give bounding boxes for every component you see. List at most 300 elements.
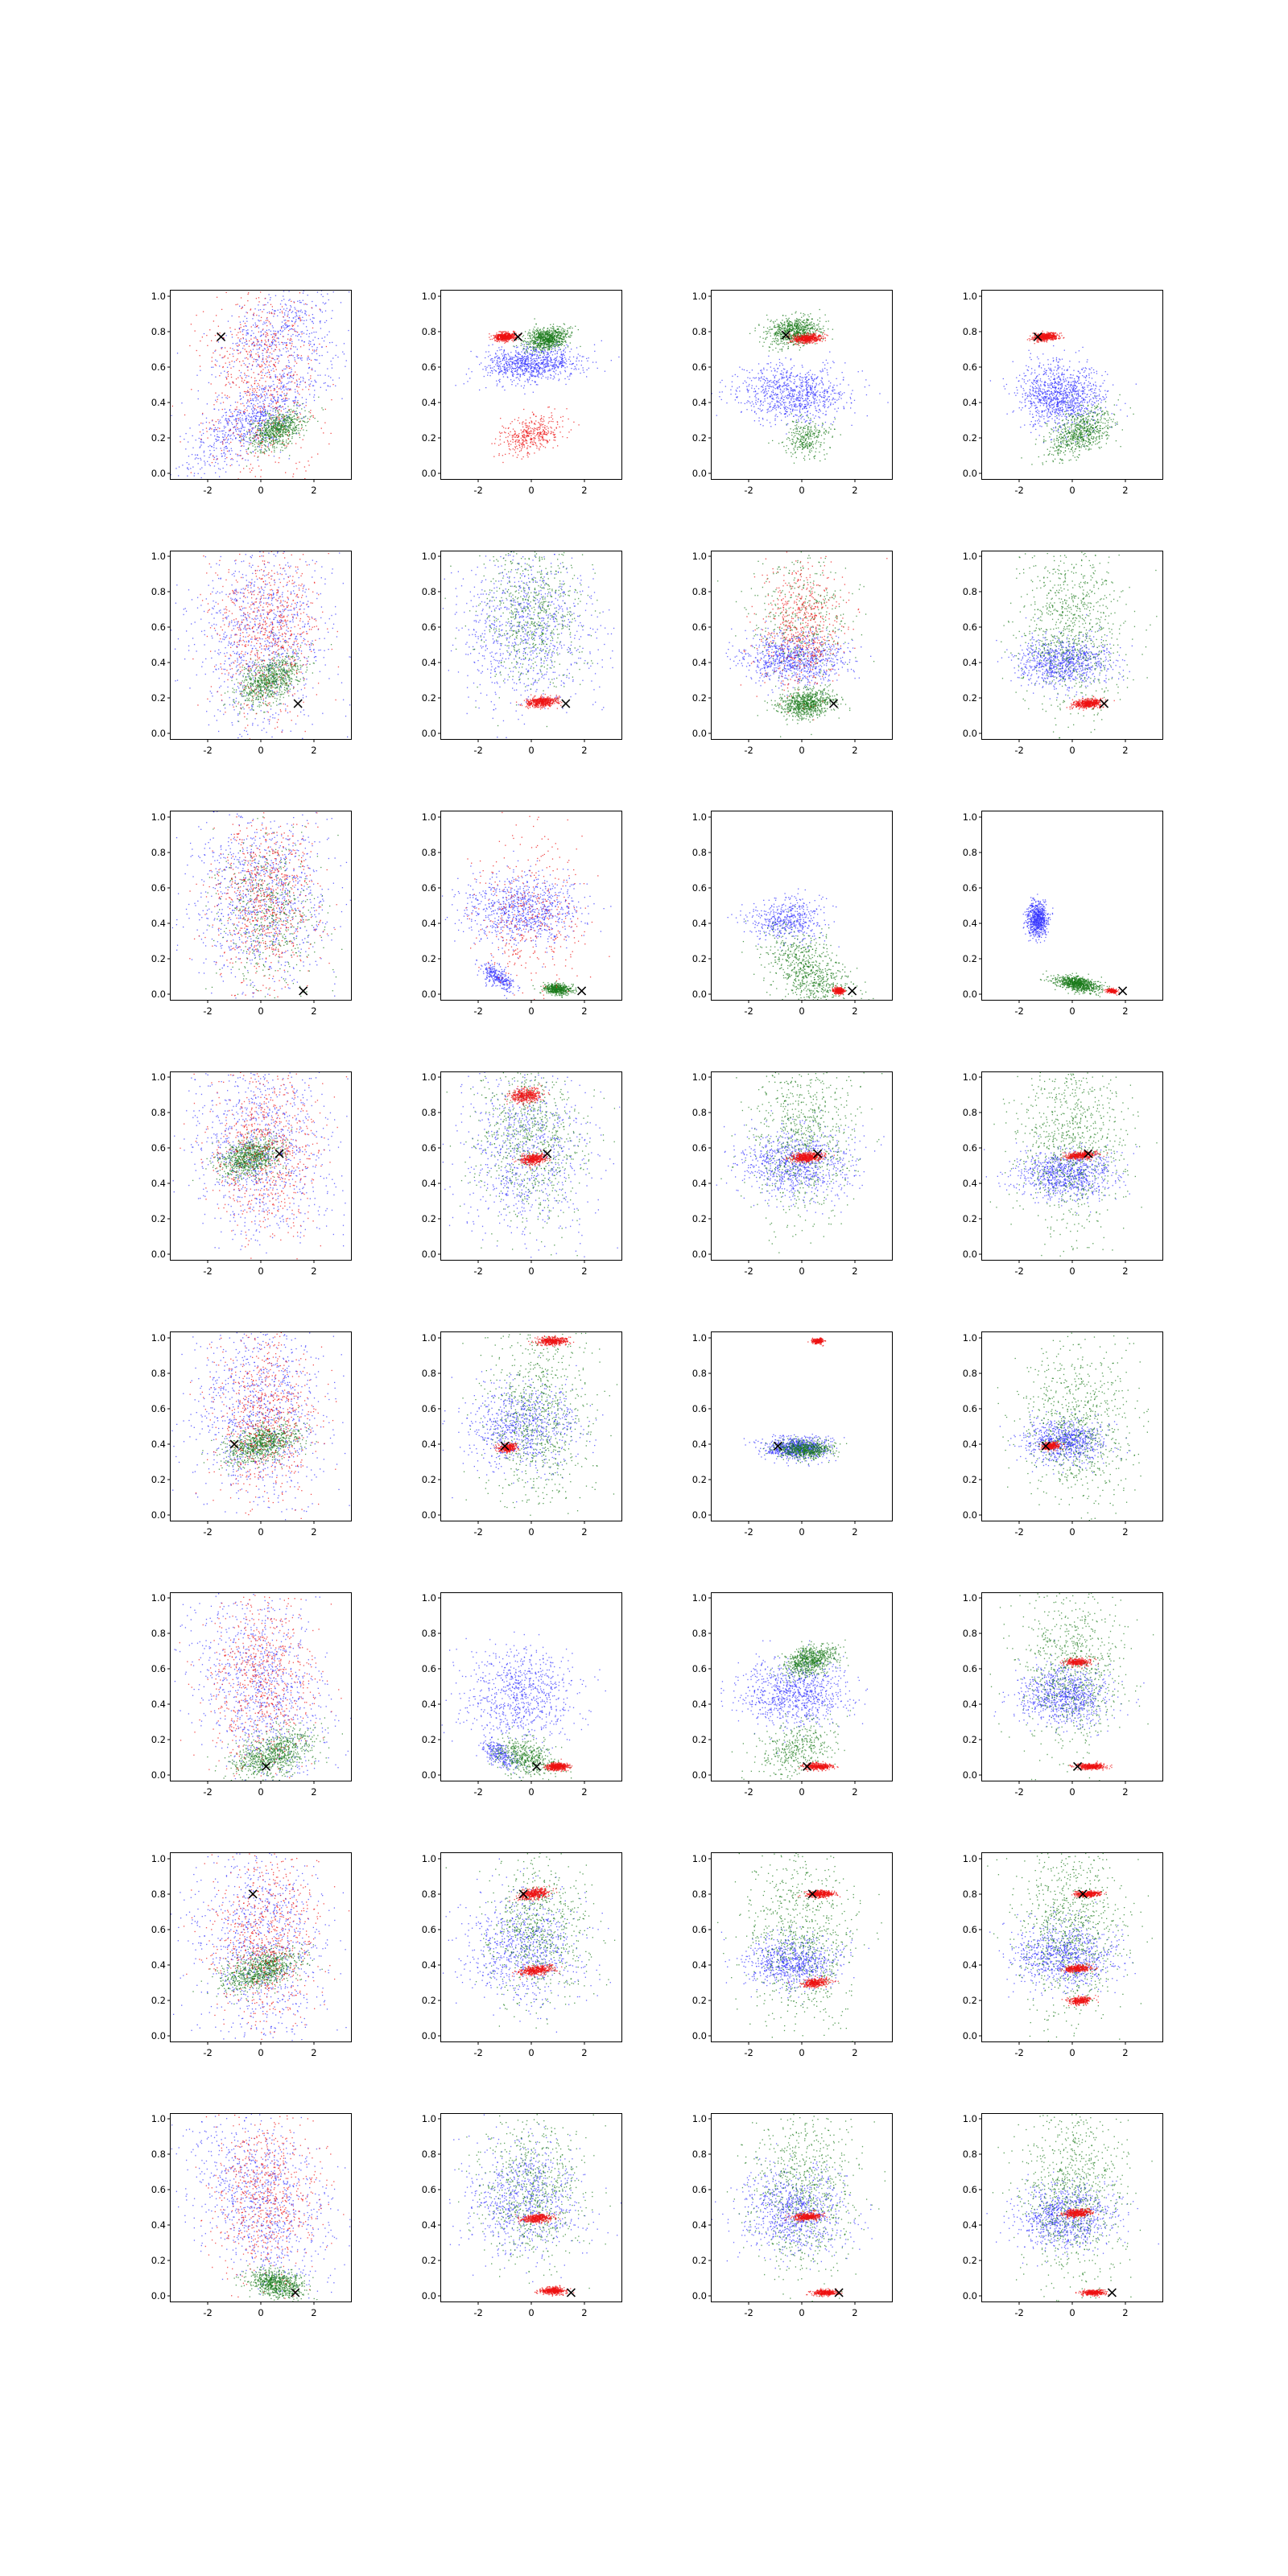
x-axis-tick-label: 2 [581, 1265, 588, 1277]
plot-area[interactable] [421, 1852, 622, 2058]
y-axis-tick-mark [167, 1858, 171, 1859]
y-axis-tick-label: 1.0 [151, 1852, 166, 1864]
y-axis-tick-mark [979, 1964, 982, 1965]
y-axis-tick-label: 0.2 [962, 431, 977, 444]
scatter-panel [395, 1592, 622, 1814]
scatter-canvas [712, 1593, 892, 1781]
y-axis-tick-mark [979, 733, 982, 734]
x-axis-tick-mark [313, 739, 314, 742]
y-axis-tick-label: 0.0 [151, 2290, 166, 2302]
plot-area[interactable] [962, 290, 1163, 496]
scatter-panel [125, 551, 352, 773]
y-axis-tick-mark [979, 2154, 982, 2155]
plot-area[interactable] [421, 811, 622, 1017]
y-axis-tick-mark [708, 1183, 712, 1184]
y-axis-tick-label: 0.8 [421, 1888, 436, 1900]
scatter-canvas [712, 1332, 892, 1521]
scatter-canvas [171, 1853, 351, 2041]
y-axis-tick-mark [979, 1929, 982, 1930]
y-axis-tick-label: 0.6 [691, 1663, 707, 1675]
y-axis-tick-label: 0.4 [962, 1699, 977, 1711]
y-axis-tick-mark [438, 887, 441, 888]
x-axis-tick-mark [802, 1521, 803, 1524]
x-axis-tick-label: 2 [311, 2046, 317, 2058]
y-axis-tick-mark [438, 698, 441, 699]
y-axis-tick-label: 0.2 [962, 952, 977, 964]
y-axis-tick-label: 0.8 [691, 1367, 707, 1379]
y-axis-tick-label: 0.8 [151, 1888, 166, 1900]
y-axis-tick-mark [438, 1893, 441, 1894]
y-axis-tick-mark [708, 2119, 712, 2120]
y-axis-tick-mark [708, 1858, 712, 1859]
y-axis-tick-mark [979, 1148, 982, 1149]
y-axis-tick-label: 1.0 [962, 290, 977, 302]
x-axis-tick-label: 2 [852, 2307, 858, 2318]
x-axis-tick-label: -2 [744, 1005, 753, 1017]
y-axis-tick-mark [979, 2225, 982, 2226]
x-axis-tick-label: -2 [1014, 484, 1024, 496]
y-axis-tick-mark [438, 1633, 441, 1634]
y-axis-tick-label: 0.0 [421, 467, 436, 479]
y-axis-tick-label: 0.6 [691, 1142, 707, 1154]
x-axis-tick-label: 0 [258, 2307, 264, 2318]
x-axis-tick-mark [1072, 2041, 1073, 2045]
y-axis-tick-mark [438, 1514, 441, 1515]
y-axis-tick-label: 0.6 [421, 881, 436, 894]
y-axis-tick-mark [167, 698, 171, 699]
y-axis-tick-label: 0.2 [421, 1734, 436, 1746]
x-axis-tick-label: 2 [581, 2046, 588, 2058]
y-axis-tick-label: 0.0 [421, 988, 436, 1000]
y-axis-tick-label: 0.0 [151, 467, 166, 479]
y-axis-tick-label: 1.0 [421, 1071, 436, 1084]
scatter-panel [125, 290, 352, 512]
y-axis-tick-label: 0.0 [691, 988, 707, 1000]
y-axis-tick-mark [167, 331, 171, 332]
y-axis-tick-label: 0.2 [421, 1994, 436, 2006]
x-axis-tick-mark [261, 2301, 262, 2305]
plot-area[interactable] [151, 1071, 352, 1277]
y-axis-tick-mark [438, 1077, 441, 1078]
y-axis-tick-label: 0.4 [691, 2219, 707, 2231]
y-axis-tick-label: 0.4 [691, 1699, 707, 1711]
y-axis-tick-label: 0.0 [691, 2290, 707, 2302]
y-axis-tick-label: 0.4 [962, 396, 977, 408]
y-axis-tick-label: 0.8 [691, 1107, 707, 1119]
y-axis-tick-label: 0.8 [691, 1888, 707, 1900]
plot-area[interactable] [421, 290, 622, 496]
scatter-canvas [712, 1072, 892, 1261]
y-axis-tick-label: 0.0 [691, 1769, 707, 1781]
x-axis-tick-label: 0 [1069, 1786, 1075, 1798]
y-axis-tick-label: 1.0 [962, 2113, 977, 2125]
y-axis-tick-label: 0.4 [962, 917, 977, 929]
x-axis-tick-mark [531, 739, 532, 742]
scatter-canvas [171, 1593, 351, 1781]
y-axis-tick-label: 0.6 [151, 1142, 166, 1154]
y-axis-tick-label: 0.0 [421, 1249, 436, 1261]
y-axis-tick-mark [708, 366, 712, 367]
y-axis-tick-label: 0.2 [691, 1994, 707, 2006]
y-axis-tick-label: 1.0 [151, 290, 166, 302]
y-axis-tick-mark [167, 1775, 171, 1776]
plot-area[interactable] [151, 811, 352, 1017]
x-axis-tick-label: 0 [528, 2307, 535, 2318]
scatter-canvas [982, 811, 1162, 1000]
plot-area[interactable] [691, 1592, 893, 1798]
y-axis-tick-label: 0.6 [421, 1663, 436, 1675]
y-axis-tick-label: 0.0 [151, 988, 166, 1000]
x-axis-tick-label: 2 [1122, 1265, 1129, 1277]
y-axis-tick-mark [167, 1669, 171, 1670]
plot-area[interactable] [151, 1852, 352, 2058]
x-axis-tick-label: 0 [1069, 745, 1075, 756]
y-axis-tick-mark [438, 1775, 441, 1776]
x-axis-tick-label: 0 [799, 1525, 805, 1538]
y-axis-tick-label: 0.0 [962, 1769, 977, 1781]
x-axis-tick-label: -2 [473, 484, 483, 496]
y-axis-tick-mark [167, 437, 171, 438]
x-axis-tick-mark [478, 1000, 479, 1003]
y-axis-tick-mark [708, 295, 712, 296]
x-axis-tick-label: 2 [852, 1525, 858, 1538]
x-axis-tick-mark [1019, 1260, 1020, 1263]
scatter-canvas [982, 1072, 1162, 1261]
y-axis-tick-mark [438, 627, 441, 628]
y-axis-tick-mark [438, 2225, 441, 2226]
x-axis-tick-mark [478, 2301, 479, 2305]
x-axis-tick-mark [261, 1781, 262, 1784]
x-axis-tick-mark [478, 2041, 479, 2045]
x-axis-tick-label: -2 [203, 484, 213, 496]
y-axis-tick-label: 0.6 [691, 1923, 707, 1935]
x-axis-tick-mark [313, 2301, 314, 2305]
x-axis-tick-mark [478, 1781, 479, 1784]
y-axis-tick-mark [167, 1183, 171, 1184]
y-axis-tick-label: 0.4 [151, 396, 166, 408]
y-axis-tick-label: 1.0 [691, 1852, 707, 1864]
x-axis-tick-label: -2 [203, 1786, 213, 1798]
x-axis-tick-label: 2 [852, 1786, 858, 1798]
y-axis-tick-label: 1.0 [962, 1331, 977, 1344]
y-axis-tick-mark [979, 2119, 982, 2120]
plot-area[interactable] [421, 2113, 622, 2318]
scatter-canvas [441, 551, 621, 740]
y-axis-tick-mark [708, 1598, 712, 1599]
y-axis-tick-label: 0.6 [151, 1923, 166, 1935]
x-axis-tick-mark [313, 479, 314, 482]
y-axis-tick-label: 0.4 [151, 657, 166, 669]
y-axis-tick-mark [167, 1148, 171, 1149]
y-axis-tick-label: 0.6 [962, 2184, 977, 2196]
x-axis-tick-mark [802, 1260, 803, 1263]
x-axis-tick-label: -2 [1014, 2046, 1024, 2058]
y-axis-tick-mark [708, 2260, 712, 2261]
y-axis-tick-mark [708, 1893, 712, 1894]
y-axis-tick-mark [167, 1443, 171, 1444]
x-axis-tick-mark [854, 479, 855, 482]
y-axis-tick-label: 0.8 [691, 325, 707, 337]
y-axis-tick-mark [438, 2296, 441, 2297]
y-axis-tick-mark [167, 887, 171, 888]
x-axis-tick-mark [854, 1781, 855, 1784]
x-axis-tick-label: -2 [744, 484, 753, 496]
plot-area[interactable] [151, 290, 352, 496]
y-axis-tick-mark [167, 2154, 171, 2155]
plot-area[interactable] [691, 290, 893, 496]
y-axis-tick-mark [438, 1183, 441, 1184]
x-axis-tick-label: 0 [258, 2046, 264, 2058]
x-axis-tick-label: -2 [744, 1265, 753, 1277]
y-axis-tick-label: 0.4 [691, 396, 707, 408]
y-axis-tick-label: 0.6 [151, 2184, 166, 2196]
x-axis-tick-mark [802, 2301, 803, 2305]
plot-area[interactable] [421, 551, 622, 756]
y-axis-tick-mark [167, 1254, 171, 1255]
y-axis-tick-label: 1.0 [691, 551, 707, 563]
plot-area[interactable] [691, 1852, 893, 2058]
y-axis-tick-mark [979, 1704, 982, 1705]
y-axis-tick-label: 1.0 [151, 1331, 166, 1344]
scatter-canvas [712, 291, 892, 479]
plot-area[interactable] [421, 1592, 622, 1798]
y-axis-tick-mark [438, 1479, 441, 1480]
x-axis-tick-label: 2 [852, 1005, 858, 1017]
x-axis-tick-label: 0 [528, 1265, 535, 1277]
y-axis-tick-label: 0.4 [421, 1959, 436, 1971]
y-axis-tick-mark [708, 733, 712, 734]
y-axis-tick-label: 1.0 [421, 1592, 436, 1604]
plot-area[interactable] [691, 811, 893, 1017]
x-axis-tick-mark [1072, 479, 1073, 482]
x-axis-tick-mark [1072, 1521, 1073, 1524]
y-axis-tick-mark [438, 993, 441, 994]
y-axis-tick-mark [438, 2035, 441, 2036]
y-axis-tick-mark [167, 1514, 171, 1515]
plot-area[interactable] [691, 551, 893, 756]
scatter-panel [936, 1071, 1163, 1294]
scatter-canvas [171, 811, 351, 1000]
y-axis-tick-mark [167, 2260, 171, 2261]
x-axis-tick-mark [802, 2041, 803, 2045]
y-axis-tick-label: 0.0 [151, 728, 166, 740]
scatter-panel [395, 811, 622, 1033]
y-axis-tick-mark [979, 816, 982, 817]
y-axis-tick-label: 0.0 [691, 2029, 707, 2041]
y-axis-tick-label: 0.6 [421, 2184, 436, 2196]
y-axis-tick-label: 0.8 [151, 586, 166, 598]
y-axis-tick-mark [708, 1337, 712, 1338]
x-axis-tick-label: -2 [1014, 745, 1024, 756]
y-axis-tick-mark [708, 1669, 712, 1670]
y-axis-tick-mark [979, 295, 982, 296]
y-axis-tick-label: 0.0 [691, 728, 707, 740]
y-axis-tick-label: 0.8 [151, 846, 166, 858]
y-axis-tick-label: 0.2 [962, 2255, 977, 2267]
y-axis-tick-label: 0.8 [151, 1628, 166, 1640]
y-axis-tick-mark [708, 816, 712, 817]
y-axis-tick-label: 0.0 [151, 1509, 166, 1521]
x-axis-tick-label: 0 [799, 484, 805, 496]
y-axis-tick-mark [979, 556, 982, 557]
x-axis-tick-mark [313, 1781, 314, 1784]
scatter-panel [395, 290, 622, 512]
y-axis-tick-label: 0.4 [151, 917, 166, 929]
scatter-panel [395, 1852, 622, 2074]
y-axis-tick-label: 0.0 [151, 2029, 166, 2041]
y-axis-tick-label: 0.6 [421, 621, 436, 634]
scatter-canvas [982, 1593, 1162, 1781]
x-axis-tick-label: 2 [311, 2307, 317, 2318]
y-axis-tick-mark [167, 958, 171, 959]
scatter-canvas [982, 1332, 1162, 1521]
x-axis-tick-label: 0 [528, 745, 535, 756]
y-axis-tick-label: 1.0 [151, 811, 166, 823]
plot-area[interactable] [421, 1071, 622, 1277]
x-axis-tick-label: -2 [473, 2046, 483, 2058]
y-axis-tick-mark [708, 1964, 712, 1965]
plot-area[interactable] [151, 1331, 352, 1538]
x-axis-tick-label: 2 [852, 745, 858, 756]
x-axis-tick-label: 0 [799, 2307, 805, 2318]
y-axis-tick-mark [708, 1443, 712, 1444]
scatter-canvas [441, 1853, 621, 2041]
y-axis-tick-mark [438, 733, 441, 734]
y-axis-tick-mark [167, 1964, 171, 1965]
y-axis-tick-label: 0.2 [421, 1473, 436, 1485]
y-axis-tick-mark [979, 993, 982, 994]
y-axis-tick-label: 0.8 [421, 325, 436, 337]
y-axis-tick-mark [708, 1219, 712, 1220]
x-axis-tick-mark [1019, 1000, 1020, 1003]
y-axis-tick-mark [979, 366, 982, 367]
y-axis-tick-mark [708, 556, 712, 557]
y-axis-tick-label: 0.2 [151, 692, 166, 704]
y-axis-tick-label: 0.4 [151, 1699, 166, 1711]
y-axis-tick-mark [167, 993, 171, 994]
y-axis-tick-mark [167, 1598, 171, 1599]
plot-area[interactable] [962, 2113, 1163, 2318]
x-axis-tick-label: 0 [258, 745, 264, 756]
y-axis-tick-label: 0.4 [691, 1959, 707, 1971]
scatter-canvas [171, 1332, 351, 1521]
x-axis-tick-mark [313, 1000, 314, 1003]
y-axis-tick-label: 0.6 [962, 361, 977, 373]
y-axis-tick-mark [979, 1775, 982, 1776]
scatter-canvas [441, 811, 621, 1000]
y-axis-tick-label: 0.8 [962, 586, 977, 598]
plot-area[interactable] [962, 1331, 1163, 1538]
y-axis-tick-label: 0.4 [691, 1178, 707, 1190]
x-axis-tick-mark [1019, 739, 1020, 742]
y-axis-tick-label: 0.6 [691, 881, 707, 894]
y-axis-tick-mark [167, 816, 171, 817]
y-axis-tick-label: 0.0 [962, 728, 977, 740]
scatter-canvas [441, 1072, 621, 1261]
scatter-canvas [171, 551, 351, 740]
y-axis-tick-label: 0.6 [151, 1402, 166, 1414]
y-axis-tick-label: 0.0 [151, 1769, 166, 1781]
plot-area[interactable] [151, 1592, 352, 1798]
y-axis-tick-mark [708, 1077, 712, 1078]
scatter-panel [666, 551, 893, 773]
plot-area[interactable] [962, 811, 1163, 1017]
x-axis-tick-label: 2 [311, 1525, 317, 1538]
plot-area[interactable] [962, 1071, 1163, 1277]
y-axis-tick-mark [438, 2154, 441, 2155]
x-axis-tick-mark [854, 2301, 855, 2305]
y-axis-tick-label: 0.2 [691, 692, 707, 704]
plot-area[interactable] [691, 2113, 893, 2318]
y-axis-tick-label: 0.2 [421, 952, 436, 964]
x-axis-tick-label: 2 [1122, 745, 1129, 756]
x-axis-tick-label: 0 [1069, 2307, 1075, 2318]
y-axis-tick-label: 0.8 [691, 586, 707, 598]
x-axis-tick-label: 0 [1069, 484, 1075, 496]
y-axis-tick-label: 0.0 [962, 1249, 977, 1261]
y-axis-tick-mark [979, 437, 982, 438]
panel-grid [125, 290, 1163, 2334]
y-axis-tick-label: 0.0 [962, 1509, 977, 1521]
y-axis-tick-label: 0.2 [962, 1734, 977, 1746]
y-axis-tick-label: 1.0 [151, 1071, 166, 1084]
plot-area[interactable] [421, 1331, 622, 1538]
scatter-panel [666, 1592, 893, 1814]
y-axis-tick-label: 1.0 [691, 1071, 707, 1084]
plot-area[interactable] [691, 1331, 893, 1538]
plot-area[interactable] [151, 551, 352, 756]
y-axis-tick-mark [167, 1633, 171, 1634]
scatter-canvas [441, 1332, 621, 1521]
y-axis-tick-mark [708, 698, 712, 699]
x-axis-tick-label: 0 [1069, 1265, 1075, 1277]
x-axis-tick-mark [1019, 479, 1020, 482]
plot-area[interactable] [962, 1592, 1163, 1798]
y-axis-tick-label: 0.4 [421, 1178, 436, 1190]
y-axis-tick-label: 1.0 [421, 290, 436, 302]
plot-area[interactable] [151, 2113, 352, 2318]
plot-area[interactable] [691, 1071, 893, 1277]
y-axis-tick-mark [167, 295, 171, 296]
y-axis-tick-label: 0.6 [151, 621, 166, 634]
y-axis-tick-label: 0.2 [962, 1213, 977, 1225]
x-axis-tick-label: -2 [203, 745, 213, 756]
scatter-panel [395, 1071, 622, 1294]
plot-area[interactable] [962, 1852, 1163, 2058]
y-axis-tick-label: 0.8 [962, 1367, 977, 1379]
x-axis-tick-label: -2 [1014, 1265, 1024, 1277]
y-axis-tick-label: 0.2 [151, 952, 166, 964]
y-axis-tick-mark [708, 1148, 712, 1149]
x-axis-tick-mark [1019, 1521, 1020, 1524]
x-axis-tick-mark [313, 2041, 314, 2045]
x-axis-tick-label: 0 [258, 1525, 264, 1538]
x-axis-tick-label: -2 [473, 2307, 483, 2318]
plot-area[interactable] [962, 551, 1163, 756]
y-axis-tick-label: 0.4 [691, 1438, 707, 1450]
y-axis-tick-label: 1.0 [151, 2113, 166, 2125]
y-axis-tick-mark [979, 1633, 982, 1634]
y-axis-tick-label: 0.0 [691, 1509, 707, 1521]
y-axis-tick-mark [979, 958, 982, 959]
y-axis-tick-mark [979, 1669, 982, 1670]
y-axis-tick-label: 0.2 [691, 1734, 707, 1746]
y-axis-tick-label: 0.8 [151, 2149, 166, 2161]
x-axis-tick-label: -2 [744, 1525, 753, 1538]
scatter-panel [666, 2113, 893, 2335]
y-axis-tick-mark [979, 1514, 982, 1515]
x-axis-tick-label: -2 [744, 745, 753, 756]
